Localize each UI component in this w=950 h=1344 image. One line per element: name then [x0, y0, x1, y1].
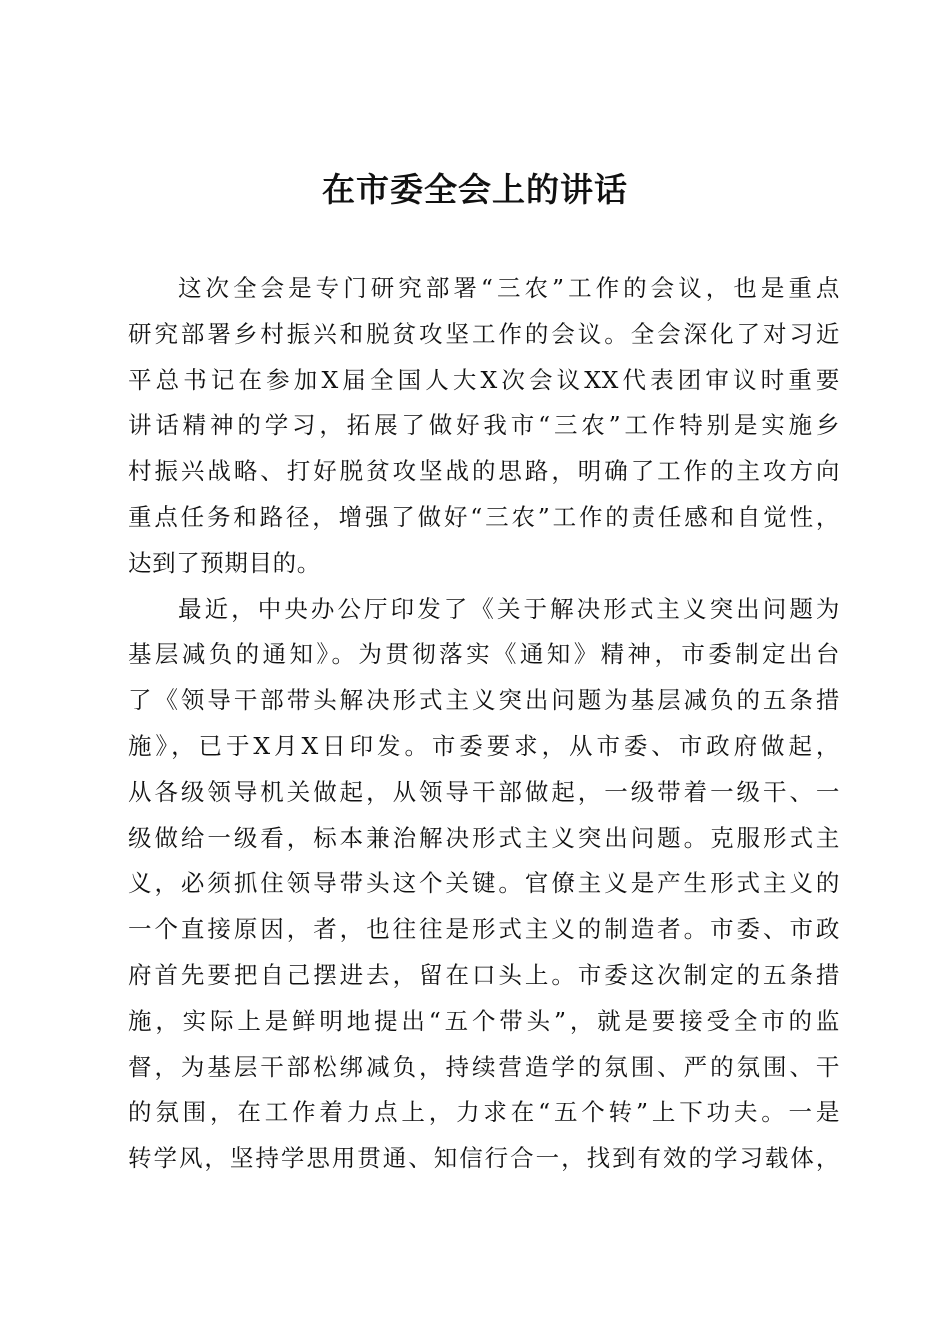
paragraph-2-line-7: 义，必须抓住领导带头这个关键。官僚主义是产生形式主义的 [128, 869, 840, 898]
paragraph-2-line-6: 级做给一级看，标本兼治解决形式主义突出问题。克服形式主 [128, 823, 840, 852]
paragraph-2-line-2: 基层减负的通知》。为贯彻落实《通知》精神，市委制定出台 [128, 640, 840, 669]
paragraph-2-line-11: 督，为基层干部松绑减负，持续营造学的氛围、严的氛围、干 [128, 1052, 840, 1081]
paragraph-1-line-6: 重点任务和路径，增强了做好“三农”工作的责任感和自觉性， [128, 502, 840, 531]
paragraph-1-line-5: 村振兴战略、打好脱贫攻坚战的思路，明确了工作的主攻方向 [128, 457, 840, 486]
paragraph-2-line-12: 的氛围，在工作着力点上，力求在“五个转”上下功夫。一是 [128, 1098, 840, 1127]
paragraph-2-line-1: 最近，中央办公厅印发了《关于解决形式主义突出问题为 [178, 594, 840, 623]
document-title: 在市委全会上的讲话 [322, 170, 628, 209]
paragraph-2-line-13: 转学风，坚持学思用贯通、知信行合一，找到有效的学习载体， [128, 1144, 840, 1173]
paragraph-1-line-1: 这次全会是专门研究部署“三农”工作的会议，也是重点 [178, 274, 840, 302]
paragraph-1-line-7: 达到了预期目的。 [128, 548, 321, 577]
paragraph-1-line-4: 讲话精神的学习，拓展了做好我市“三农”工作特别是实施乡 [128, 411, 840, 440]
paragraph-2-line-3: 了《领导干部带头解决形式主义突出问题为基层减负的五条措 [128, 686, 840, 715]
paragraph-1-line-2: 研究部署乡村振兴和脱贫攻坚工作的会议。全会深化了对习近 [128, 319, 840, 348]
paragraph-2-line-8: 一个直接原因，者，也往往是形式主义的制造者。市委、市政 [128, 915, 840, 944]
paragraph-1-line-3: 平总书记在参加X届全国人大X次会议XX代表团审议时重要 [128, 365, 840, 394]
paragraph-2-line-10: 施，实际上是鲜明地提出“五个带头”，就是要接受全市的监 [128, 1006, 840, 1035]
document-body [128, 266, 840, 1182]
paragraph-2-line-4: 施》，已于X月X日印发。市委要求，从市委、市政府做起， [128, 731, 840, 760]
paragraph-2-line-9: 府首先要把自己摆进去，留在口头上。市委这次制定的五条措 [128, 960, 840, 989]
paragraph-2-line-5: 从各级领导机关做起，从领导干部做起，一级带着一级干、一 [128, 777, 840, 806]
